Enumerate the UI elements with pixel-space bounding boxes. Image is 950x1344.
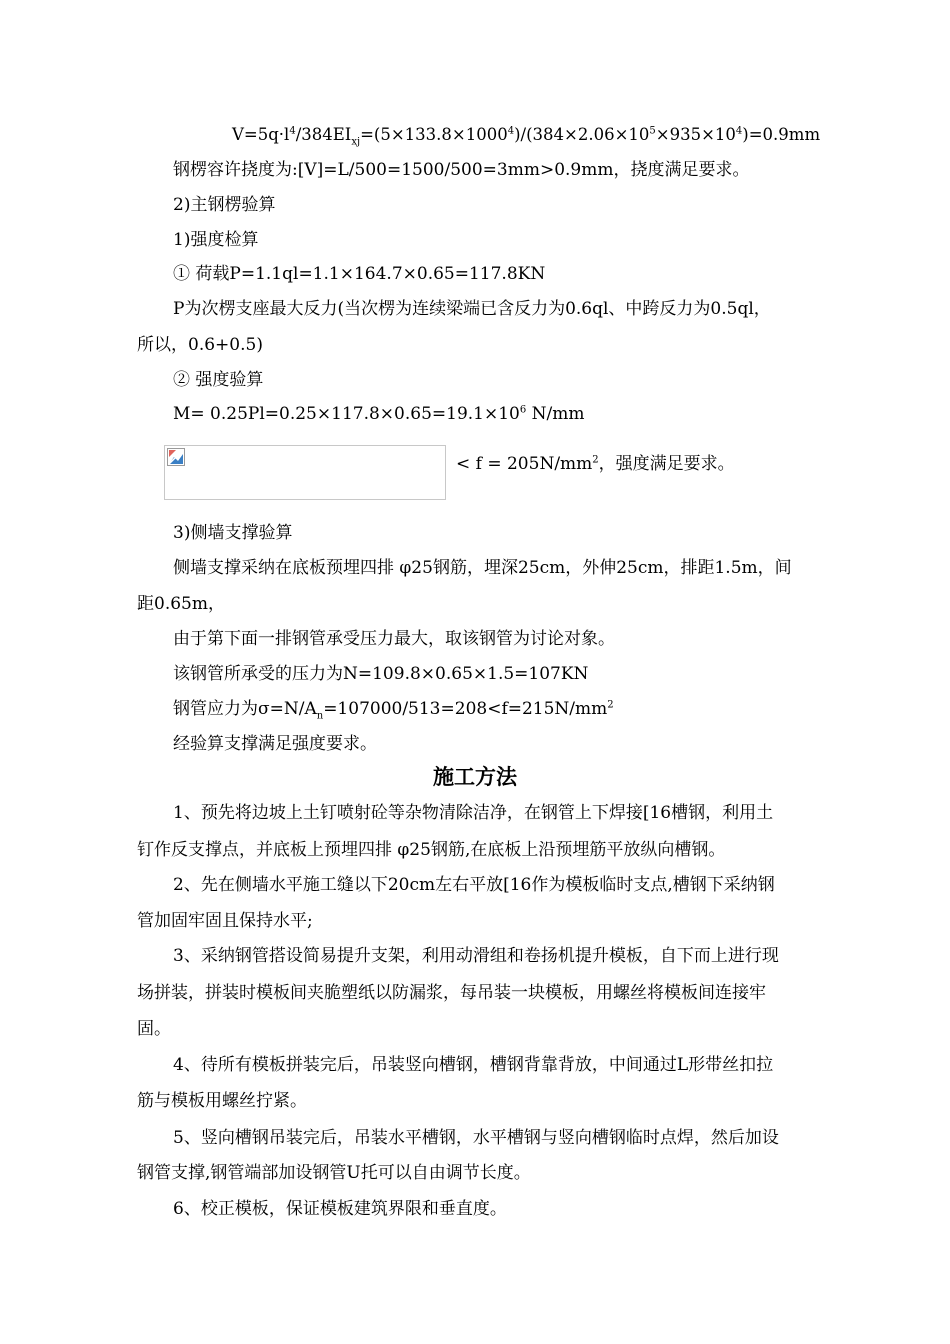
formula-text: )/(384×2.06×10 — [514, 125, 650, 144]
conclusion-line: 经验算支撑满足强度要求。 — [173, 734, 377, 754]
subsection-strength-verify: ② 强度验算 — [173, 370, 264, 390]
load-line: ① 荷载P=1.1ql=1.1×164.7×0.65=117.8KN — [173, 264, 546, 284]
formula-text: /384EI — [295, 125, 352, 144]
reaction-note-cont: 所以，0.6+0.5) — [137, 335, 263, 355]
superscript: 2 — [607, 699, 614, 711]
method-step-5-cont: 钢管支撑,钢管端部加设钢管U托可以自由调节长度。 — [137, 1163, 531, 1183]
allowable-deflection-line: 钢楞容许挠度为:[V]=L/500=1500/500=3mm>0.9mm，挠度满足要求。 — [173, 160, 750, 180]
pressure-value-line: 该钢管所承受的压力为N=109.8×0.65×1.5=107KN — [173, 664, 589, 684]
section-heading: 施工方法 — [433, 765, 517, 789]
side-wall-para-line: 侧墙支撑采纳在底板预埋四排 φ25钢筋，埋深25cm，外伸25cm，排距1.5m，间 — [173, 558, 792, 578]
method-step-5: 5、竖向槽钢吊装完后，吊装水平槽钢，水平槽钢与竖向槽钢临时点焊，然后加设 — [173, 1128, 779, 1148]
formula-text: 钢管应力为σ=N/A — [173, 699, 317, 719]
formula-text: < f = 205N/mm — [456, 454, 593, 474]
method-step-3-cont2: 固。 — [137, 1019, 171, 1039]
formula-text: M= 0.25Pl=0.25×117.8×0.65=19.1×10 — [173, 404, 520, 424]
reaction-note-line: P为次楞支座最大反力(当次楞为连续梁端已含反力为0.6ql、中跨反力为0.5ql， — [173, 299, 771, 319]
superscript: 2 — [592, 454, 599, 466]
method-step-1: 1、预先将边坡上土钉喷射砼等杂物清除洁净，在钢管上下焊接[16槽钢，利用土 — [173, 803, 774, 823]
superscript: 4 — [735, 125, 743, 137]
formula-text: =(5×133.8×1000 — [360, 125, 508, 144]
formula-text: ×935×10 — [655, 125, 736, 144]
method-step-2-cont: 管加固牢固且保持水平; — [137, 911, 313, 931]
subscript: xj — [351, 136, 361, 148]
method-step-4: 4、待所有模板拼装完后，吊装竖向槽钢，槽钢背靠背放，中间通过L形带丝扣拉 — [173, 1055, 774, 1075]
method-step-2: 2、先在侧墙水平施工缝以下20cm左右平放[16作为模板临时支点,槽钢下采纳钢 — [173, 875, 775, 895]
subscript: n — [316, 710, 324, 722]
formula-text: ，强度满足要求。 — [598, 454, 735, 474]
formula-text: N/mm — [526, 404, 585, 424]
superscript: 5 — [649, 125, 656, 137]
subsection-strength-check: 1)强度检算 — [173, 230, 259, 250]
method-step-6: 6、校正模板，保证模板建筑界限和垂直度。 — [173, 1199, 507, 1219]
broken-formula-image — [164, 445, 446, 500]
method-step-3: 3、采纳钢管搭设简易提升支架，利用动滑组和卷扬机提升模板，自下而上进行现 — [173, 946, 779, 966]
formula-text: =107000/513=208<f=215N/mm — [323, 699, 608, 719]
formula-text: V=5q·l — [232, 125, 290, 144]
method-step-1-cont: 钉作反支撑点，并底板上预埋四排 φ25钢筋,在底板上沿预埋筋平放纵向槽钢。 — [137, 840, 726, 860]
max-pressure-line: 由于第下面一排钢管承受压力最大，取该钢管为讨论对象。 — [173, 629, 615, 649]
broken-image-icon — [167, 448, 185, 466]
deflection-formula — [232, 123, 820, 147]
moment-line — [173, 402, 584, 426]
subsection-main-beam: 2)主钢楞验算 — [173, 195, 276, 215]
superscript: 4 — [289, 125, 296, 137]
superscript: 6 — [519, 404, 527, 416]
strength-result-line — [456, 452, 735, 476]
method-step-3-cont: 场拼装，拼装时模板间夹脆塑纸以防漏浆，每吊装一块模板，用螺丝将模板间连接牢 — [137, 983, 766, 1003]
superscript: 4 — [507, 125, 515, 137]
side-wall-para-cont: 距0.65m， — [137, 594, 225, 614]
method-step-4-cont: 筋与模板用螺丝拧紧。 — [137, 1091, 307, 1111]
subsection-side-wall: 3)侧墙支撑验算 — [173, 523, 293, 543]
stress-line — [173, 697, 614, 721]
formula-text: )=0.9mm — [742, 125, 821, 144]
